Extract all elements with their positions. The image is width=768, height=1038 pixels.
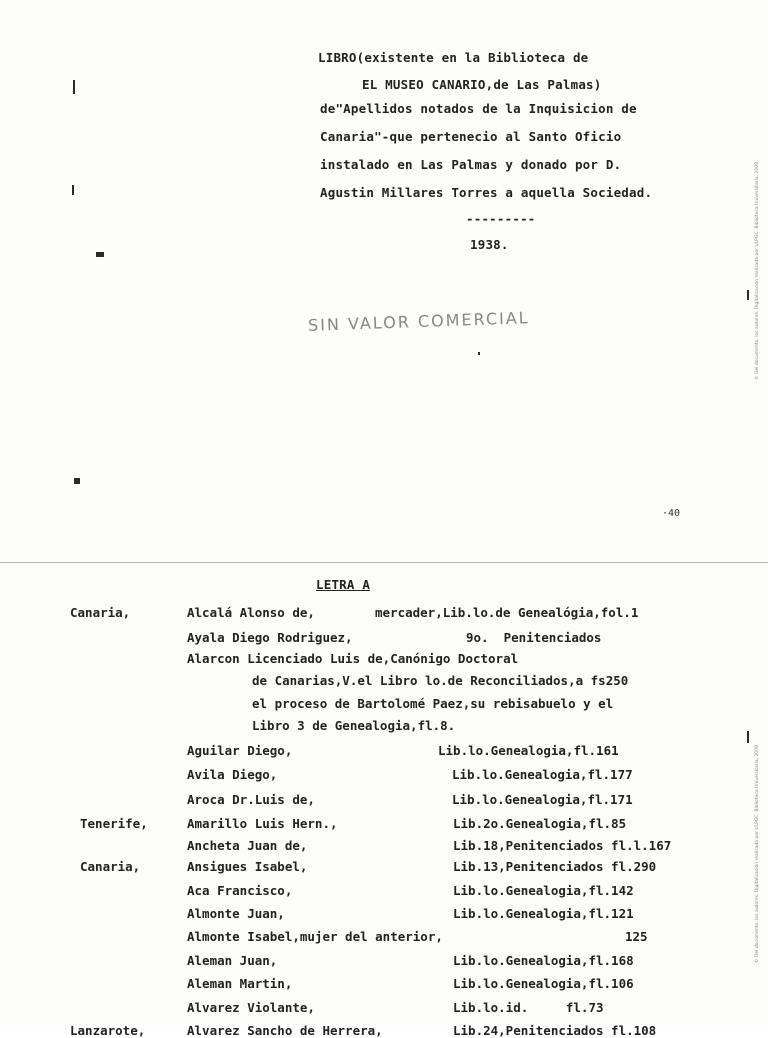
header-line-2: EL MUSEO CANARIO,de Las Palmas) — [362, 77, 602, 92]
entry-place: Lanzarote, — [70, 1023, 146, 1038]
entry-reference: mercader,Lib.lo.de Genealógia,fol.1 — [375, 605, 639, 620]
entry-reference: 9o. Penitenciados — [466, 630, 602, 645]
entry-name: Ayala Diego Rodriguez, — [187, 630, 353, 645]
entry-reference: Lib.13,Penitenciados fl.290 — [453, 859, 657, 874]
header-separator: --------- — [466, 211, 536, 226]
entry-place: Canaria, — [70, 605, 131, 620]
scan-mark — [96, 252, 104, 257]
entry-place: Tenerife, — [80, 816, 148, 831]
copyright-margin-note: © Del documento, los autores. Digitalización realizada por ULPGC. Biblioteca Universitaria, 2008 — [755, 745, 760, 963]
scan-mark — [72, 185, 74, 195]
corner-speck: ·40 — [662, 508, 681, 519]
entry-reference: Lib.18,Penitenciados fl.l.167 — [453, 838, 672, 853]
header-line-5: instalado en Las Palmas y donado por D. — [320, 157, 622, 172]
entry-reference: 125 — [625, 929, 648, 944]
entry-name: Aca Francisco, — [187, 883, 293, 898]
header-line-6: Agustin Millares Torres a aquella Sociedad. — [320, 185, 653, 200]
entry-name: Alarcon Licenciado Luis de,Canónigo Doctoral — [187, 651, 519, 666]
header-year: 1938. — [470, 237, 509, 252]
entry-name: Aroca Dr.Luis de, — [187, 792, 315, 807]
scan-mark — [74, 478, 80, 484]
scan-mark — [747, 731, 749, 743]
entry-reference: Lib.lo.Genealogia,fl.161 — [438, 743, 619, 758]
entry-name: Avila Diego, — [187, 767, 278, 782]
entry-name: Alvarez Sancho de Herrera, — [187, 1023, 383, 1038]
entry-reference: Lib.lo.Genealogia,fl.177 — [452, 767, 633, 782]
entry-place: Canaria, — [80, 859, 141, 874]
entry-reference: Lib.lo.Genealogia,fl.142 — [453, 883, 634, 898]
header-line-4: Canaria"-que pertenecio al Santo Oficio — [320, 129, 622, 144]
header-line-1: LIBRO(existente en la Biblioteca de — [318, 50, 589, 65]
entry-name: Aguilar Diego, — [187, 743, 293, 758]
entry-reference: Lib.2o.Genealogia,fl.85 — [453, 816, 627, 831]
entry-name: Alvarez Violante, — [187, 1000, 315, 1015]
entry-name: el proceso de Bartolomé Paez,su rebisabuelo y el — [252, 696, 614, 711]
entry-reference: Lib.lo.Genealogia,fl.121 — [453, 906, 634, 921]
header-line-3: de"Apellidos notados de la Inquisicion de — [320, 101, 637, 116]
entry-reference: Lib.24,Penitenciados fl.108 — [453, 1023, 657, 1038]
entry-name: Aleman Martin, — [187, 976, 293, 991]
entry-name: Alcalá Alonso de, — [187, 605, 315, 620]
entry-name: Ansigues Isabel, — [187, 859, 308, 874]
scan-mark — [478, 352, 480, 355]
scan-mark — [747, 290, 749, 300]
index-page-scan — [0, 562, 768, 1038]
entry-name: Almonte Isabel,mujer del anterior, — [187, 929, 443, 944]
stamp-sin-valor-comercial: SIN VALOR COMERCIAL — [307, 308, 530, 335]
scan-mark — [73, 80, 75, 94]
entry-name: Ancheta Juan de, — [187, 838, 308, 853]
section-heading: LETRA A — [316, 577, 371, 592]
entry-reference: Lib.lo.Genealogia,fl.168 — [453, 953, 634, 968]
copyright-margin-note: © Del documento, los autores. Digitalización realizada por ULPGC. Biblioteca Universitaria, 2008 — [755, 162, 760, 380]
entry-reference: Lib.lo.id. fl.73 — [453, 1000, 604, 1015]
entry-name: Amarillo Luis Hern., — [187, 816, 338, 831]
entry-name: Libro 3 de Genealogia,fl.8. — [252, 718, 456, 733]
entry-name: Aleman Juan, — [187, 953, 278, 968]
entry-name: Almonte Juan, — [187, 906, 285, 921]
entry-reference: Lib.lo.Genealogia,fl.171 — [452, 792, 633, 807]
entry-name: de Canarias,V.el Libro lo.de Reconciliados,a fs250 — [252, 673, 629, 688]
entry-reference: Lib.lo.Genealogia,fl.106 — [453, 976, 634, 991]
